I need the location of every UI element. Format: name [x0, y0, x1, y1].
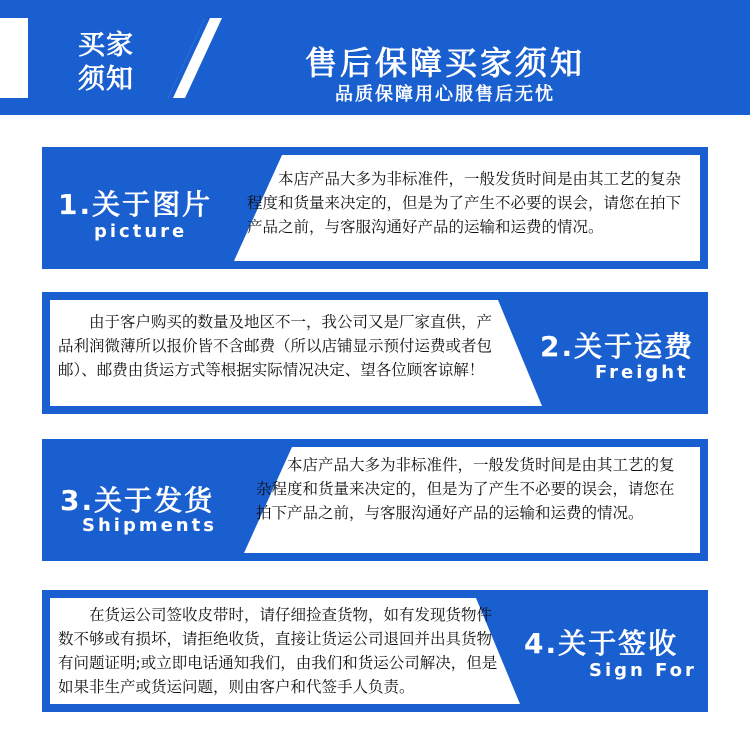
section-text: 在货运公司签收皮带时，请仔细捡查货物，如有发现货物件数不够或有损坏，请拒绝收货，直接让货运公司退回并出具货物有问题证明;或立即电话通知我们，由我们和货运公司解决，但是如果非生产或货运问题，则由客户和代签手人负责。	[58, 606, 498, 696]
section-subtitle: Shipments	[82, 515, 217, 536]
section-title: 3.关于发货	[60, 484, 215, 517]
section-picture	[42, 147, 708, 269]
section-text: 本店产品大多为非标准件，一般发货时间是由其工艺的复杂程度和货量来决定的，但是为了产生不必要的误会，请您在拍下产品之前，与客服沟通好产品的运输和运费的情况。	[256, 456, 675, 522]
section-subtitle: picture	[94, 221, 188, 242]
section-freight	[42, 292, 708, 414]
badge-line-1: 买家	[78, 30, 134, 61]
page-subtitle: 品质保障用心服售后无忧	[335, 84, 555, 105]
badge-line-2: 须知	[78, 64, 134, 95]
section-shipments	[42, 439, 708, 561]
section-subtitle: Sign For	[589, 660, 697, 681]
section-text: 由于客户购买的数量及地区不一，我公司又是厂家直供，产品利润微薄所以报价皆不含邮费（所以店铺显示预付运费或者包邮）、邮费由货运方式等根据实际情况决定、望各位顾客谅解！	[58, 313, 493, 379]
section-sign-for	[42, 590, 708, 712]
page-title: 售后保障买家须知	[304, 44, 585, 82]
section-title: 4.关于签收	[524, 627, 679, 660]
buyer-notice-badge	[52, 28, 160, 98]
section-subtitle: Freight	[595, 362, 689, 383]
section-title: 1.关于图片	[58, 188, 213, 221]
section-title: 2.关于运费	[540, 330, 695, 363]
header-banner	[0, 0, 750, 115]
section-text: 本店产品大多为非标准件，一般发货时间是由其工艺的复杂程度和货量来决定的，但是为了产生不必要的误会，请您在拍下产品之前，与客服沟通好产品的运输和运费的情况。	[247, 170, 682, 236]
